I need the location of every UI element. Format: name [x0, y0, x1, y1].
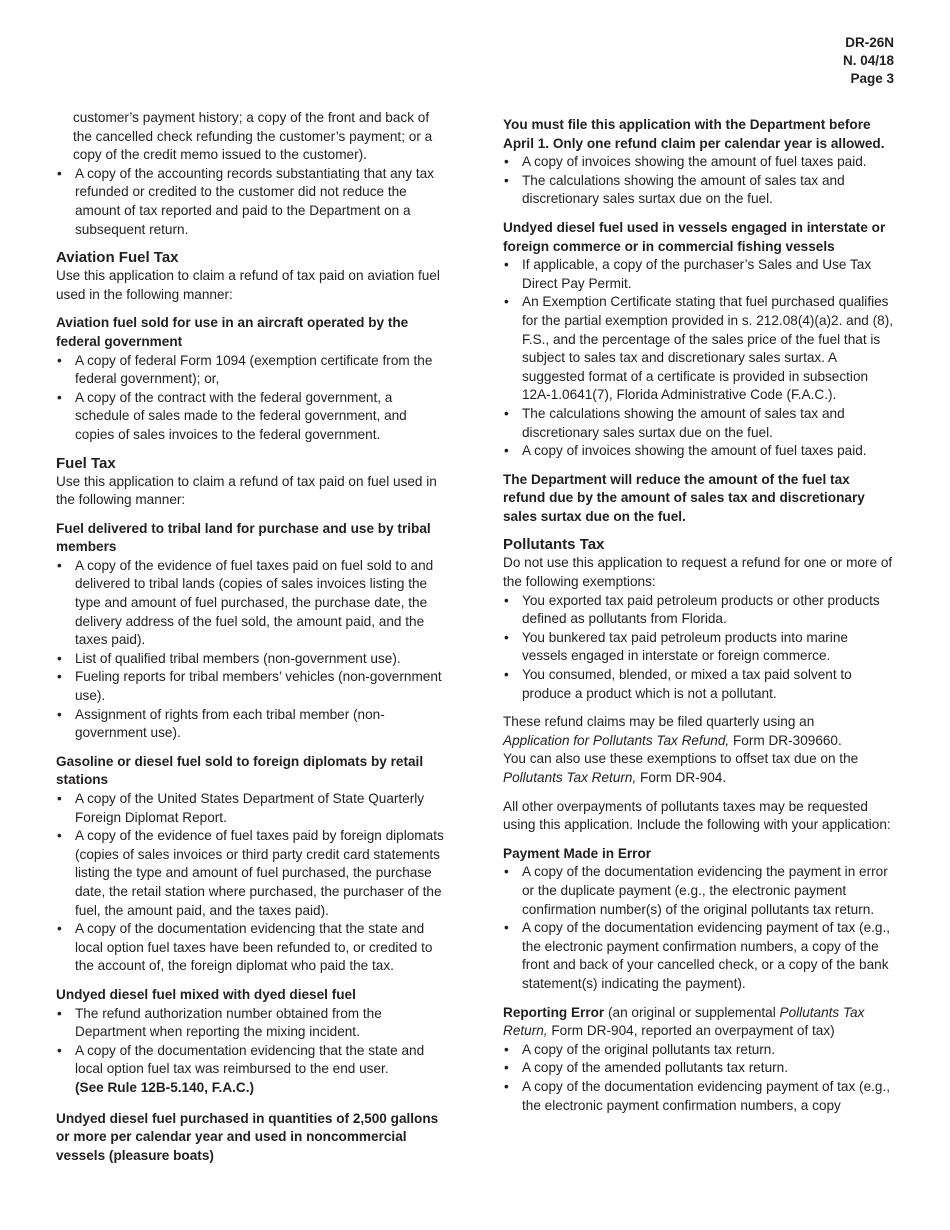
diplomat-list	[56, 790, 444, 976]
continued-list	[56, 165, 444, 239]
list-item: • A copy of federal Form 1094 (exemption certificate from the federal government); or,	[56, 352, 444, 389]
reporting-error-text: (an original or supplemental	[607, 1004, 776, 1020]
rule-reference: (See Rule 12B-5.140, F.A.C.)	[75, 1079, 255, 1095]
return-form-title: Pollutants Tax Return,	[503, 770, 637, 785]
form-number: DR-26N	[845, 35, 894, 50]
offset-text	[503, 750, 895, 787]
mixed-diesel-list	[56, 1005, 444, 1098]
list-item: • A copy of the original pollutants tax return.	[503, 1041, 895, 1060]
list-item-text: A copy of the documentation evidencing that the state and local option fuel tax was reimbursed to the end user.	[75, 1042, 425, 1077]
left-column	[56, 109, 444, 1165]
pollutants-intro: Do not use this application to request a refund for one or more of the following exemptions:	[503, 555, 893, 590]
reduction-note: The Department will reduce the amount of the fuel tax refund due by the amount of sales tax and discretionary sales surtax due on the fuel.	[503, 471, 865, 524]
list-item: • You consumed, blended, or mixed a tax paid solvent to produce a product which is not a pollutant.	[503, 666, 895, 703]
filing-list	[503, 153, 895, 209]
vessels-subheading: Undyed diesel fuel used in vessels engaged in interstate or foreign commerce or in commercial fishing vessels	[503, 219, 886, 254]
list-item: • A copy of the documentation evidencing that the state and local option fuel taxes have been refunded to, or credited to the account of, the foreign diplomat who paid the tax.	[56, 920, 444, 976]
mixed-diesel-subheading: Undyed diesel fuel mixed with dyed diesel fuel	[56, 986, 356, 1002]
right-column	[503, 109, 895, 1115]
continued-text: customer’s payment history; a copy of the front and back of the cancelled check refunding the customer’s payment; or a copy of the credit memo issued to the customer).	[73, 110, 433, 163]
list-item: • A copy of the evidence of fuel taxes paid by foreign diplomats (copies of sales invoices or third party credit card statements listing the type and amount of fuel purchased, the purchase date, the retail station where purchased, the purchaser of the fuel, the amount paid, and the taxes paid).	[56, 827, 444, 920]
list-item: • List of qualified tribal members (non-government use).	[56, 650, 444, 669]
aviation-list	[56, 352, 444, 445]
diplomat-subheading: Gasoline or diesel fuel sold to foreign diplomats by retail stations	[56, 753, 424, 788]
fuel-intro: Use this application to claim a refund of tax paid on fuel used in the following manner:	[56, 473, 437, 508]
list-item: • A copy of invoices showing the amount of fuel taxes paid.	[503, 442, 895, 461]
tribal-subheading: Fuel delivered to tribal land for purchase and use by tribal members	[56, 520, 431, 555]
list-item: • The calculations showing the amount of sales tax and discretionary sales surtax due on the fuel.	[503, 172, 895, 209]
quarterly-text: These refund claims may be filed quarterly using an	[503, 714, 815, 730]
list-item: • A copy of the contract with the federal government, a schedule of sales made to the federal government, and copies of sales invoices to the federal government.	[56, 389, 444, 445]
pollutants-tax-heading: Pollutants Tax	[503, 536, 605, 554]
list-item: • An Exemption Certificate stating that fuel purchased qualifies for the partial exemption provided in s. 212.08(4)(a)2. and (8), F.S., and the percentage of the sales price of the fuel that is subject to sales tax and discretionary sales surtax. A suggested format of a certificate is provided in subsection 12A-1.0641(7), Florida Administrative Code (F.A.C.).	[503, 293, 895, 405]
list-item: • You bunkered tax paid petroleum products into marine vessels engaged in interstate or foreign commerce.	[503, 629, 895, 666]
offset-line: You can also use these exemptions to offset tax due on the	[503, 751, 859, 767]
form-header	[843, 34, 894, 88]
list-item: • A copy of the amended pollutants tax return.	[503, 1059, 895, 1078]
payment-error-list	[503, 863, 895, 993]
exemptions-list	[503, 592, 895, 704]
reporting-error-label: Reporting Error	[503, 1004, 605, 1020]
page-number: Page 3	[850, 71, 894, 86]
list-item: • A copy of invoices showing the amount of fuel taxes paid.	[503, 153, 895, 172]
aviation-federal-subheading: Aviation fuel sold for use in an aircraft operated by the federal government	[56, 315, 409, 349]
list-item: • A copy of the accounting records substantiating that any tax refunded or credited to the customer did not reduce the amount of tax reported and paid to the Department on a subsequent return.	[56, 165, 444, 239]
aviation-fuel-tax-heading: Aviation Fuel Tax	[56, 249, 179, 267]
aviation-intro: Use this application to claim a refund of tax paid on aviation fuel used in the following manner:	[56, 268, 440, 302]
reporting-error-list	[503, 1041, 895, 1115]
list-item: • Assignment of rights from each tribal member (non-government use).	[56, 706, 444, 743]
reporting-error-paragraph	[503, 1004, 895, 1041]
payment-error-subheading: Payment Made in Error	[503, 845, 652, 861]
list-item: • A copy of the documentation evidencing payment of tax (e.g., the electronic payment confirmation numbers, a copy of the front and back of your cancelled check, or a copy of the bank statement(s) indicating the payment).	[503, 919, 895, 993]
list-item: • Fueling reports for tribal members’ vehicles (non-government use).	[56, 668, 444, 705]
list-item: • The calculations showing the amount of sales tax and discretionary sales surtax due on the fuel.	[503, 405, 895, 442]
list-item: • A copy of the United States Department of State Quarterly Foreign Diplomat Report.	[56, 790, 444, 827]
pleasure-boats-subheading: Undyed diesel fuel purchased in quantities of 2,500 gallons or more per calendar year and used in noncommercial vessels (pleasure boats)	[56, 1110, 439, 1163]
reporting-form-title: Pollutants Tax Return,	[503, 1004, 865, 1039]
other-overpayments-text: All other overpayments of pollutants taxes may be requested using this application. Include the following with your application:	[503, 798, 891, 833]
quarterly-filing-text	[503, 713, 895, 750]
list-item: • A copy of the documentation evidencing payment of tax (e.g., the electronic payment confirmation numbers, a copy	[503, 1078, 895, 1115]
list-item: • A copy of the documentation evidencing the payment in error or the duplicate payment (e.g., the electronic payment confirmation number(s) of the original pollutants tax return.	[503, 863, 895, 919]
list-item: • You exported tax paid petroleum products or other products defined as pollutants from Florida.	[503, 592, 895, 629]
refund-form-title: Application for Pollutants Tax Refund,	[503, 732, 730, 748]
tribal-list	[56, 557, 444, 743]
list-item: • If applicable, a copy of the purchaser’s Sales and Use Tax Direct Pay Permit.	[503, 256, 895, 293]
fuel-tax-heading: Fuel Tax	[56, 454, 116, 472]
filing-deadline-note: You must file this application with the Department before April 1. Only one refund claim per calendar year is allowed.	[503, 117, 885, 151]
reporting-error-text-2: Form DR-904, reported an overpayment of tax)	[551, 1023, 835, 1039]
list-item: • A copy of the evidence of fuel taxes paid on fuel sold to and delivered to tribal lands (copies of sales invoices listing the type and amount of fuel purchased, the purchase date, the delivery address of the fuel sold, the amount paid, and the taxes paid).	[56, 557, 444, 650]
vessels-list	[503, 256, 895, 461]
list-item: • The refund authorization number obtained from the Department when reporting the mixing incident.	[56, 1005, 444, 1042]
list-item	[56, 1042, 444, 1098]
refund-form-number: Form DR-309660.	[732, 732, 842, 748]
return-form-number: Form DR-904.	[640, 770, 727, 785]
form-revision: N. 04/18	[842, 53, 894, 68]
